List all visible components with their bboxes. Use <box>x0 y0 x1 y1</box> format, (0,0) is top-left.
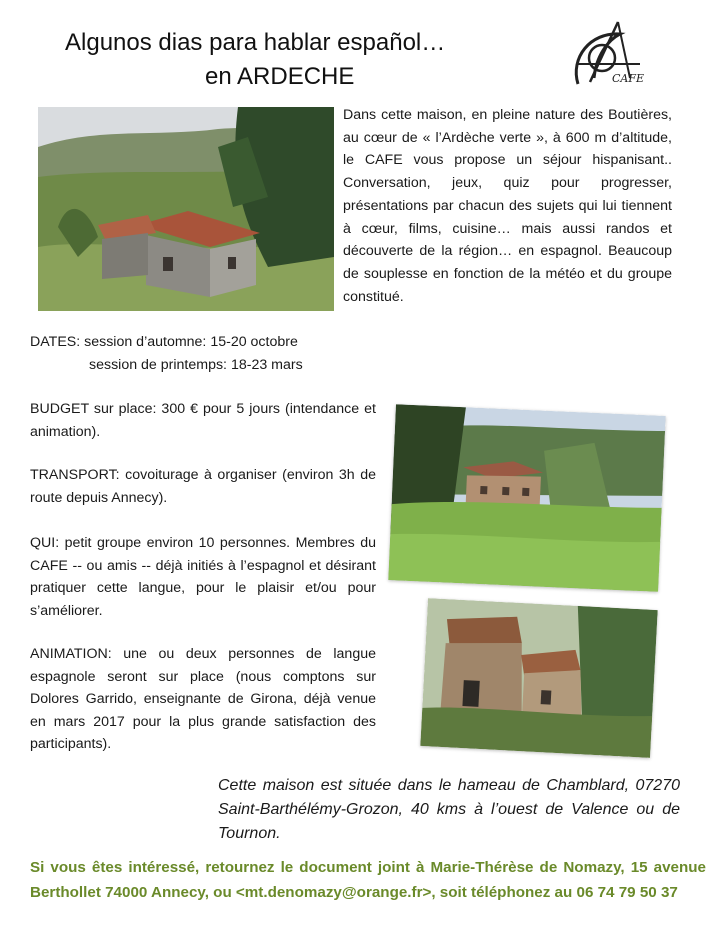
dates-section <box>30 331 430 376</box>
transport-section: TRANSPORT: covoiturage à organiser (environ 3h de route depuis Annecy). <box>30 467 376 506</box>
page-title <box>30 26 530 94</box>
title-line-2: en ARDECHE <box>205 63 355 90</box>
qui-section: QUI: petit groupe environ 10 personnes. Membres du CAFE -- ou amis -- déjà initiés à l’espagnol et désirant pratiquer cette langue, pour le plaisir et/ou pour s’améliorer. <box>30 535 376 619</box>
dates-line-spring: session de printemps: 18-23 mars <box>89 356 303 373</box>
cafe-logo <box>560 18 650 90</box>
logo-text: CAFE <box>612 72 645 85</box>
budget-section: BUDGET sur place: 300 € pour 5 jours (intendance et animation). <box>30 401 376 440</box>
house-photo-2 <box>388 404 665 592</box>
dates-line-autumn: DATES: session d’automne: 15-20 octobre <box>30 334 298 350</box>
house-photo-1 <box>38 107 334 311</box>
intro-paragraph: Dans cette maison, en pleine nature des Boutières, au cœur de « l’Ardèche verte », à 600 m d’altitude, le CAFE vous propose un séjour hispanisant.. Conversation, jeux, quiz pour progresser, présentations par chacun des sujets qui lui tiennent à cœur, films, cuisine… mais aussi randos et découverte de la région… en espagnol. Beaucoup de souplesse en fonction de la météo et du groupe constitué. <box>343 107 672 305</box>
title-line-1: Algunos dias para hablar español… <box>65 29 446 56</box>
contact-paragraph: Si vous êtes intéressé, retournez le document joint à Marie-Thérèse de Nomazy, 15 avenue Berthollet 74000 Annecy, ou <mt.denomazy@orange.fr>, soit téléphonez au 06 74 79 50 37 <box>30 859 706 901</box>
location-paragraph: Cette maison est située dans le hameau de Chamblard, 07270 Saint-Barthélémy-Grozon, 40 kms à l’ouest de Valence ou de Tournon. <box>218 777 680 842</box>
house-photo-3 <box>420 598 657 758</box>
animation-section: ANIMATION: une ou deux personnes de langue espagnole seront sur place (nous comptons sur Dolores Garrido, enseignante de Girona, déjà venue en mars 2017 pour la plus grande satisfaction des participants). <box>30 646 376 752</box>
